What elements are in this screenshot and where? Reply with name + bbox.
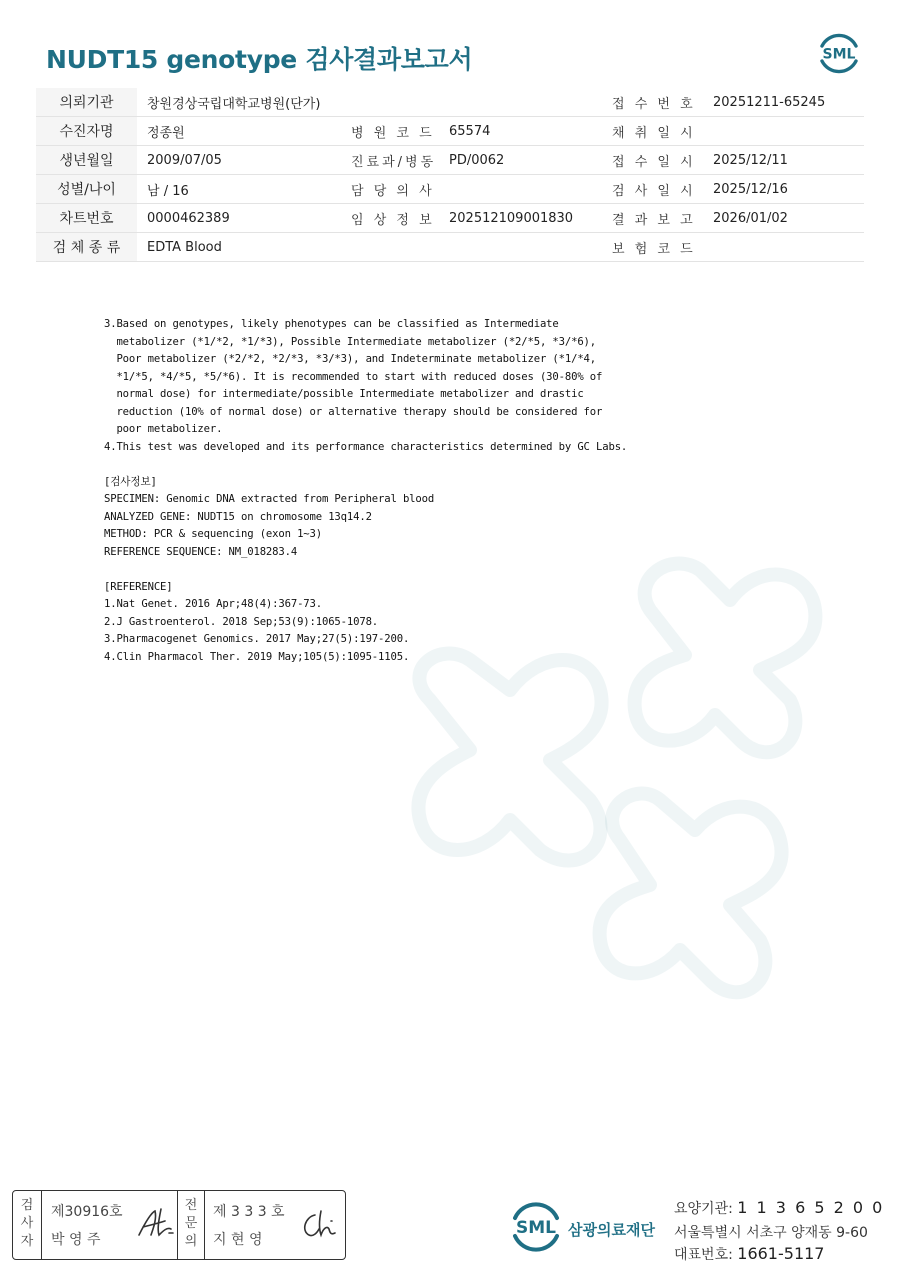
body-line: 4.This test was developed and its performance characteristics determined by GC Labs. — [104, 440, 628, 453]
body-line: normal dose) for intermediate/possible Intermediate metabolizer and drastic — [104, 388, 584, 400]
body-line: Poor metabolizer (*2/*2, *2/*3, *3/*3), and Indeterminate metabolizer (*1/*4, — [104, 353, 597, 365]
footer-code-value: 1 1 3 6 5 2 0 0 — [737, 1198, 885, 1217]
body-line: [검사정보] — [104, 475, 157, 488]
body-line: ANALYZED GENE: NUDT15 on chromosome 13q14.2 — [104, 510, 372, 523]
sml-logo-icon — [816, 30, 862, 76]
info-label: 접 수 일 시 — [602, 146, 703, 175]
body-line: 2.J Gastroenterol. 2018 Sep;53(9):1065-1078. — [104, 615, 379, 628]
body-line — [104, 561, 627, 579]
result-body-text — [104, 316, 627, 666]
info-value: 2025/12/16 — [703, 175, 864, 204]
stamp-col2-name: 지 현 영 — [213, 1232, 263, 1248]
footer-phone-value: 1661-5117 — [737, 1244, 825, 1263]
info-label: 검 사 일 시 — [602, 175, 703, 204]
info-row — [36, 175, 864, 204]
body-line — [104, 456, 627, 474]
info-label: 결 과 보 고 — [602, 204, 703, 233]
info-value — [439, 175, 602, 204]
svg-text:SML: SML — [516, 1218, 556, 1238]
footer-code-label: 요양기관: — [674, 1201, 738, 1217]
page-title: NUDT15 genotype 검사결과보고서 — [46, 45, 473, 74]
info-label: 수진자명 — [36, 117, 137, 146]
info-label: 생년월일 — [36, 146, 137, 175]
footer-phone-label: 대표번호: — [674, 1247, 738, 1263]
info-value: 65574 — [439, 117, 602, 146]
info-value: 2026/01/02 — [703, 204, 864, 233]
info-value: 창원경상국립대학교병원(단가) — [137, 88, 341, 117]
svg-text:SML: SML — [822, 46, 856, 63]
info-label: 병 원 코 드 — [341, 117, 439, 146]
signature-1-icon — [135, 1205, 179, 1243]
info-value: 20251211-65245 — [703, 88, 864, 117]
info-row — [36, 146, 864, 175]
stamp-col1-label: 검 사 자 — [20, 1198, 34, 1249]
info-label: 성별/나이 — [36, 175, 137, 204]
stamp-col2-label-cell — [177, 1191, 205, 1259]
stamp-col2-label: 전 문 의 — [184, 1198, 198, 1249]
info-label: 보 험 코 드 — [602, 233, 703, 262]
footer-phone — [674, 1244, 824, 1264]
info-row — [36, 117, 864, 146]
signature-2-icon — [297, 1207, 341, 1243]
info-row — [36, 88, 864, 117]
footer-institution-code — [674, 1198, 884, 1218]
patient-info-table — [36, 88, 864, 262]
info-row — [36, 233, 864, 262]
signature-stamp-box — [12, 1190, 346, 1260]
info-label: 접 수 번 호 — [602, 88, 703, 117]
body-line: *1/*5, *4/*5, *5/*6). It is recommended to start with reduced doses (30-80% of — [104, 370, 603, 383]
info-value — [439, 88, 602, 117]
body-line: REFERENCE SEQUENCE: NM_018283.4 — [104, 545, 298, 558]
info-value: EDTA Blood — [137, 233, 341, 262]
body-line: poor metabolizer. — [104, 423, 223, 435]
footer-org-name: 삼광의료재단 — [568, 1221, 655, 1239]
info-row — [36, 204, 864, 233]
body-line: SPECIMEN: Genomic DNA extracted from Peripheral blood — [104, 493, 435, 505]
info-label — [341, 233, 439, 262]
sml-footer-logo-icon — [508, 1198, 564, 1256]
info-label: 채 취 일 시 — [602, 117, 703, 146]
stamp-col2-number: 제 3 3 3 호 — [213, 1204, 285, 1220]
info-value: 0000462389 — [137, 204, 341, 233]
info-value — [439, 233, 602, 262]
body-line: 1.Nat Genet. 2016 Apr;48(4):367-73. — [104, 598, 322, 610]
info-value: 2009/07/05 — [137, 146, 341, 175]
info-label: 검 체 종 류 — [36, 233, 137, 262]
body-line: 4.Clin Pharmacol Ther. 2019 May;105(5):1095-1105. — [104, 650, 410, 663]
body-line: metabolizer (*1/*2, *1/*3), Possible Intermediate metabolizer (*2/*5, *3/*6), — [104, 335, 597, 348]
info-label — [341, 88, 439, 117]
stamp-col1-name: 박 영 주 — [51, 1232, 101, 1248]
info-value: PD/0062 — [439, 146, 602, 175]
stamp-col1-label-cell — [13, 1191, 42, 1259]
info-label: 차트번호 — [36, 204, 137, 233]
body-line: 3.Pharmacogenet Genomics. 2017 May;27(5):197-200. — [104, 633, 410, 645]
info-value: 정종원 — [137, 117, 341, 146]
info-label: 진료과/병동 — [341, 146, 439, 175]
info-value: 202512109001830 — [439, 204, 602, 233]
info-value: 남 / 16 — [137, 175, 341, 204]
info-label: 담 당 의 사 — [341, 175, 439, 204]
body-line: [REFERENCE] — [104, 580, 173, 593]
body-line: reduction (10% of normal dose) or alternative therapy should be considered for — [104, 405, 603, 418]
info-value — [703, 117, 864, 146]
info-label: 임 상 정 보 — [341, 204, 439, 233]
info-value: 2025/12/11 — [703, 146, 864, 175]
body-line: 3.Based on genotypes, likely phenotypes can be classified as Intermediate — [104, 318, 559, 330]
body-line: METHOD: PCR & sequencing (exon 1~3) — [104, 528, 322, 540]
footer-address: 서울특별시 서초구 양재동 9-60 — [674, 1225, 868, 1241]
info-value — [703, 233, 864, 262]
stamp-col1-number: 제30916호 — [51, 1204, 123, 1220]
info-label: 의뢰기관 — [36, 88, 137, 117]
